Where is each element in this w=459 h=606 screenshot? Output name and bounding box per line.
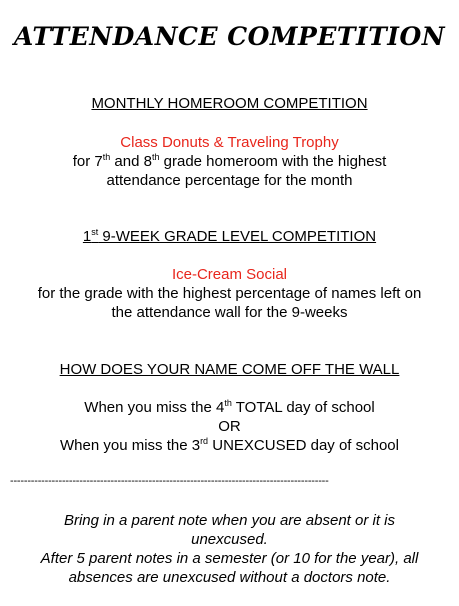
nineweek-details — [0, 265, 459, 322]
monthly-heading: MONTHLY HOMEROOM COMPETITION — [91, 95, 368, 112]
note-line-2: unexcused. — [191, 531, 268, 548]
wall-or: OR — [218, 418, 241, 435]
dashed-divider: -------------------------------------------------------------------------------------------- — [10, 475, 329, 487]
nineweek-line-1: for the grade with the highest percentage of names left on — [37, 285, 422, 302]
wall-line-1-sup: th — [224, 398, 232, 408]
note-line-1: Bring in a parent note when you are absent or it is — [63, 512, 396, 529]
wall-line-2 — [0, 436, 459, 455]
monthly-line-1-prefix: for 7 — [72, 153, 103, 170]
nineweek-heading-sup: st — [91, 227, 99, 237]
nineweek-line-2: the attendance wall for the 9-weeks — [111, 304, 348, 321]
note-line-4: absences are unexcused without a doctors note. — [68, 569, 391, 586]
nineweek-heading-prefix: 1 — [82, 228, 92, 245]
wall-details — [0, 398, 459, 455]
monthly-details — [0, 133, 459, 190]
wall-heading-block — [0, 360, 459, 379]
monthly-line-1 — [0, 152, 459, 171]
nineweek-heading-block — [0, 227, 459, 246]
wall-line-2-suffix: UNEXCUSED day of school — [208, 437, 399, 454]
parent-note-block — [0, 511, 459, 587]
wall-line-2-sup: rd — [200, 436, 209, 446]
nineweek-heading — [83, 228, 376, 245]
monthly-prize: Class Donuts & Traveling Trophy — [120, 134, 339, 151]
monthly-line-1-mid: and 8 — [110, 153, 152, 170]
nineweek-prize: Ice-Cream Social — [171, 266, 288, 283]
monthly-line-1-suffix: grade homeroom with the highest — [159, 153, 387, 170]
monthly-line-2: attendance percentage for the month — [106, 172, 353, 189]
note-line-3: After 5 parent notes in a semester (or 10 for the year), all — [40, 550, 419, 567]
wall-line-1-suffix: TOTAL day of school — [231, 399, 375, 416]
wall-line-1 — [0, 398, 459, 417]
wall-line-2-prefix: When you miss the 3 — [60, 437, 201, 454]
monthly-line-1-sup2: th — [151, 152, 160, 162]
monthly-line-1-sup1: th — [102, 152, 111, 162]
nineweek-heading-suffix: 9-WEEK GRADE LEVEL COMPETITION — [98, 228, 377, 245]
wall-line-1-prefix: When you miss the 4 — [84, 399, 225, 416]
wall-heading: HOW DOES YOUR NAME COME OFF THE WALL — [59, 361, 400, 378]
page-title: ATTENDANCE COMPETITION — [13, 22, 446, 51]
monthly-heading-block — [0, 94, 459, 113]
